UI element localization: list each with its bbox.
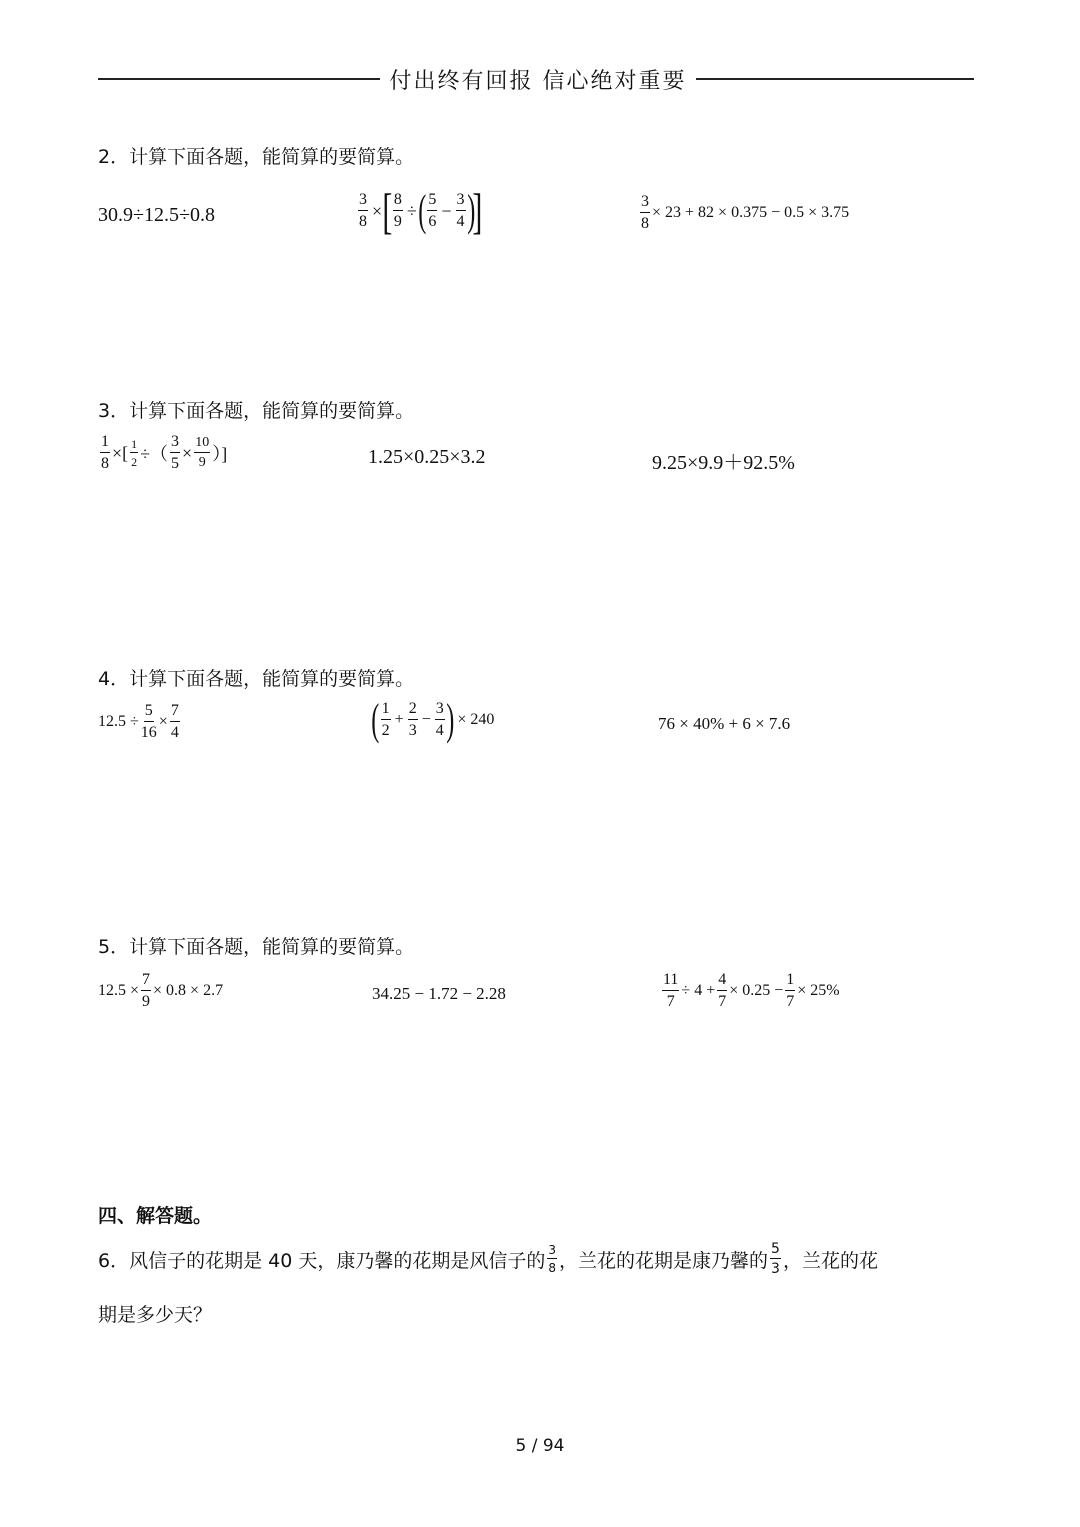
fraction: $\frac{5}{6}$ [428,191,437,230]
question-3-prompt: 3．计算下面各题，能简算的要简算。 [98,400,415,422]
q5-expression-3: $\frac{11}{7}$ ÷ 4 + $\frac{4}{7}$ × 0.25 − $\frac{1}{7}$ × 25% [663,971,840,1010]
q2-expression-1: 30.9÷12.5÷0.8 [98,204,215,226]
page-number: 5 / 94 [515,1436,565,1456]
question-6-text: 6．风信子的花期是 40 天，康乃馨的花期是风信子的 $\frac{3}{8}$ ，兰花的花期是康乃馨的 $\frac{5}{3}$ ，兰花的花 [98,1241,878,1277]
fraction: $\frac{3}{5}$ [171,433,180,472]
fraction: $\frac{3}{4}$ [435,700,444,739]
right-paren: ) [466,186,475,235]
fraction: $\frac{8}{9}$ [393,191,402,230]
left-paren: ( [418,186,427,235]
fraction: $\frac{1}{7}$ [786,971,795,1010]
q4-expression-3: 76 × 40% + 6 × 7.6 [658,714,791,733]
fraction: $\frac{3}{4}$ [456,191,465,230]
question-2-prompt: 2．计算下面各题，能简算的要简算。 [98,146,415,168]
fraction: $\frac{7}{4}$ [170,702,179,741]
fraction: $\frac{1}{2}$ [381,700,390,739]
fraction: $\frac{7}{9}$ [142,971,151,1010]
q2-expression-3: $\frac{3}{8}$ × 23 + 82 × 0.375 − 0.5 × 3.75 [641,193,850,232]
q4-expression-2: ( $\frac{1}{2}$ + $\frac{2}{3}$ − $\frac{3}{4}$ ) × 240 [371,695,495,744]
fraction: $\frac{10}{9}$ [195,435,210,470]
q3-expression-2: 1.25×0.25×3.2 [368,446,486,468]
fraction: $\frac{11}{7}$ [663,971,679,1010]
fraction: $\frac{4}{7}$ [718,971,727,1010]
fraction: $\frac{2}{3}$ [408,700,417,739]
question-6-text-line2: 期是多少天？ [98,1304,213,1326]
question-4-prompt: 4．计算下面各题，能简算的要简算。 [98,668,415,690]
fraction: $\frac{3}{8}$ [641,193,649,232]
q4-expression-1: 12.5 ÷ $\frac{5}{16}$ × $\frac{7}{4}$ [98,702,179,741]
q3-expression-1: $\frac{1}{8}$ ×[ $\frac{1}{2}$ ÷（ $\frac{3}{5}$ × $\frac{10}{9}$ ）] [101,433,228,472]
header-motto: 付出终有回报 信心绝对重要 [389,69,687,94]
q5-expression-1: 12.5 × $\frac{7}{9}$ × 0.8 × 2.7 [98,971,224,1010]
fraction: $\frac{3}{8}$ [359,191,367,230]
q5-expression-2: 34.25 − 1.72 − 2.28 [372,984,506,1003]
section-heading: 四、解答题。 [98,1205,213,1227]
fraction: $\frac{5}{16}$ [140,702,157,741]
fraction: $\frac{5}{3}$ [771,1241,780,1277]
left-bracket: [ [382,183,393,239]
right-paren: ) [446,695,455,744]
fraction: $\frac{1}{2}$ [131,437,138,469]
fraction: $\frac{3}{8}$ [548,1243,556,1275]
right-bracket: ] [472,183,483,239]
header-rule-right [696,78,974,80]
q2-expression-2: $\frac{3}{8}$ × [ $\frac{8}{9}$ ÷ ( $\frac{5}{6}$ − $\frac{3}{4}$ ) ] [359,183,483,239]
question-5-prompt: 5．计算下面各题，能简算的要简算。 [98,936,415,958]
header-rule-left [98,78,380,80]
left-paren: ( [371,695,380,744]
fraction: $\frac{1}{8}$ [101,433,109,472]
q3-expression-3: 9.25×9.9＋92.5% [652,452,795,474]
